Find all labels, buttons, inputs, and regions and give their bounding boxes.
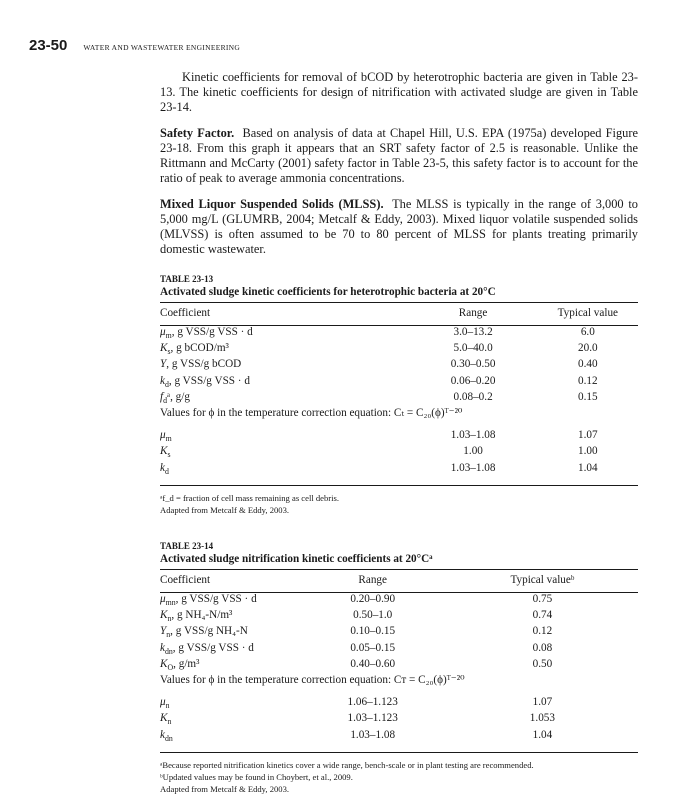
kinetic-table bbox=[160, 569, 638, 753]
coefficient-unit: , g VSS/g VSS · d bbox=[175, 592, 257, 605]
coefficient-cell bbox=[160, 625, 299, 641]
coefficient-unit: , g bCOD/m³ bbox=[170, 342, 229, 355]
phi-table-body bbox=[160, 696, 638, 752]
column-header-typical: Typical value bbox=[538, 303, 638, 326]
range-cell: 1.03–1.08 bbox=[299, 729, 447, 753]
coefficient-cell bbox=[160, 429, 409, 445]
page-header bbox=[29, 37, 240, 54]
typical-value-cell: 1.07 bbox=[578, 429, 598, 442]
range-cell: 3.0–13.2 bbox=[453, 326, 493, 338]
table-row bbox=[160, 609, 638, 625]
column-header-range: Range bbox=[299, 569, 447, 592]
coefficient-symbol: f bbox=[160, 390, 164, 403]
table-footnotes bbox=[160, 759, 638, 795]
range-cell: 1.03–1.08 bbox=[409, 462, 538, 486]
typical-value-cell: 0.50 bbox=[532, 657, 553, 670]
coefficient-unit: ᵃ, g/g bbox=[167, 390, 190, 403]
table-row bbox=[160, 375, 638, 391]
coefficient-cell bbox=[160, 729, 299, 753]
table-source: Adapted from Metcalf & Eddy, 2003. bbox=[160, 783, 290, 794]
safety-factor-text: Based on analysis of data at Chapel Hill, U.S. EPA (1975a) developed Figure 23-18. From this graph it appears that an SRT safety factor of 2.5 is reasonable. Unlike the Rittmann and McCarty (2001) safety factor in Table 23-5, this safety factor is to account for the ratio of peak to average ammonia concentrations. bbox=[160, 126, 638, 185]
range-cell: 1.00 bbox=[463, 445, 483, 458]
typical-value-cell: 1.04 bbox=[447, 729, 638, 753]
table-row bbox=[160, 391, 638, 407]
coefficient-cell bbox=[160, 375, 409, 391]
table-label: TABLE 23-13 bbox=[160, 274, 214, 284]
coefficient-unit: , g VSS/g VSS · d bbox=[168, 374, 250, 387]
phi-table-body bbox=[160, 429, 638, 485]
table-source: Adapted from Metcalf & Eddy, 2003. bbox=[160, 504, 290, 515]
footnote: ᵇUpdated values may be found in Choybert, et al., 2009. bbox=[160, 771, 353, 782]
table-row bbox=[160, 642, 638, 658]
coefficient-symbol: k bbox=[160, 461, 165, 474]
coefficient-symbol: K bbox=[160, 657, 168, 670]
coefficient-symbol: K bbox=[160, 445, 168, 458]
coefficient-cell bbox=[160, 658, 299, 674]
table-row bbox=[160, 445, 638, 461]
range-cell: 0.50–1.0 bbox=[353, 609, 393, 622]
temperature-equation: Values for ϕ in the temperature correction equation: Cₜ = C₂₀(ϕ)ᵀ⁻²⁰ bbox=[160, 407, 463, 420]
coefficient-subscript: d bbox=[163, 396, 168, 406]
coefficient-subscript: n bbox=[166, 630, 171, 640]
temperature-equation-row bbox=[160, 407, 638, 420]
table-23-13 bbox=[160, 273, 638, 516]
range-cell: 1.03–1.123 bbox=[347, 712, 398, 725]
mlss-text: The MLSS is typically in the range of 3,000 to 5,000 mg/L (GLUMRB, 2004; Metcalf & Eddy, 2003). Mixed liquor volatile suspended solids (MLVSS) is often assumed to be 70 to 80 percent of MLSS for plants treating primarily domestic wastewater. bbox=[160, 197, 638, 256]
coefficient-subscript: n bbox=[165, 701, 170, 711]
coefficient-cell bbox=[160, 609, 299, 625]
coefficient-cell bbox=[160, 326, 409, 343]
coefficient-unit: , g NH₄-N/m³ bbox=[171, 609, 233, 622]
safety-factor-heading: Safety Factor. bbox=[160, 126, 235, 140]
intro-paragraph: Kinetic coefficients for removal of bCOD by heterotrophic bacteria are given in Table 23-13. The kinetic coefficients for design of nitrification with activated sludge are given in Table 23-14. bbox=[160, 70, 638, 114]
typical-value-cell: 1.053 bbox=[529, 712, 555, 725]
table-title: Activated sludge kinetic coefficients for heterotrophic bacteria at 20°C bbox=[160, 286, 496, 298]
typical-value-cell: 0.12 bbox=[532, 625, 553, 638]
range-cell: 1.06–1.123 bbox=[347, 696, 398, 709]
coefficient-cell bbox=[160, 642, 299, 658]
coefficient-symbol: k bbox=[160, 374, 165, 387]
coefficient-subscript: n bbox=[167, 717, 172, 727]
coefficient-subscript: s bbox=[167, 450, 171, 460]
coefficient-subscript: dn bbox=[164, 646, 173, 656]
table-label: TABLE 23-14 bbox=[160, 540, 214, 551]
coefficient-cell bbox=[160, 696, 299, 712]
coefficient-subscript: O bbox=[167, 663, 174, 673]
table-row bbox=[160, 592, 638, 609]
coefficient-unit: , g VSS/g bCOD bbox=[166, 358, 242, 371]
mlss-heading: Mixed Liquor Suspended Solids (MLSS). bbox=[160, 197, 384, 211]
table-header-row bbox=[160, 569, 638, 592]
coefficient-symbol: K bbox=[160, 609, 168, 622]
range-cell: 0.10–0.15 bbox=[350, 625, 396, 638]
kinetic-table bbox=[160, 302, 638, 486]
range-cell: 0.05–0.15 bbox=[350, 641, 396, 654]
range-cell: 0.40–0.60 bbox=[350, 657, 396, 670]
coefficient-subscript: d bbox=[164, 379, 169, 389]
typical-value-cell: 6.0 bbox=[580, 326, 595, 338]
typical-value-cell: 0.08 bbox=[532, 641, 553, 654]
coefficient-symbol: Y bbox=[160, 358, 167, 371]
table-body bbox=[160, 592, 638, 674]
page-body bbox=[160, 70, 638, 795]
table-title: Activated sludge nitrification kinetic coefficients at 20°Cᵃ bbox=[160, 552, 433, 565]
table-body bbox=[160, 326, 638, 408]
coefficient-subscript: dn bbox=[164, 733, 173, 743]
coefficient-symbol: μ bbox=[160, 326, 166, 338]
table-row bbox=[160, 342, 638, 358]
range-cell: 0.06–0.20 bbox=[450, 374, 496, 387]
page-number: 23-50 bbox=[29, 37, 68, 54]
range-cell: 5.0–40.0 bbox=[453, 342, 493, 355]
coefficient-unit: , g VSS/g VSS · d bbox=[172, 641, 254, 654]
coefficient-symbol: Y bbox=[160, 625, 167, 638]
coefficient-cell bbox=[160, 712, 299, 728]
temperature-equation: Values for ϕ in the temperature correction equation: Cᴛ = C₂₀(ϕ)ᵀ⁻²⁰ bbox=[160, 674, 465, 687]
coefficient-symbol: μ bbox=[160, 592, 166, 605]
column-header-coefficient: Coefficient bbox=[160, 303, 409, 326]
column-header-coefficient: Coefficient bbox=[160, 569, 299, 592]
range-cell: 0.08–0.2 bbox=[453, 390, 493, 403]
coefficient-cell bbox=[160, 342, 409, 358]
table-row bbox=[160, 729, 638, 753]
coefficient-cell bbox=[160, 358, 409, 374]
coefficient-cell bbox=[160, 462, 409, 486]
coefficient-subscript: s bbox=[167, 347, 171, 357]
typical-value-cell: 1.00 bbox=[578, 445, 598, 458]
typical-value-cell: 0.74 bbox=[532, 609, 553, 622]
table-header-row bbox=[160, 303, 638, 326]
coefficient-subscript: d bbox=[164, 466, 169, 476]
coefficient-unit: , g VSS/g NH₄-N bbox=[170, 625, 248, 638]
running-head: WATER AND WASTEWATER ENGINEERING bbox=[83, 43, 241, 52]
typical-value-cell: 0.75 bbox=[532, 592, 553, 605]
typical-value-cell: 20.0 bbox=[578, 342, 598, 355]
column-header-typical: Typical valueᵇ bbox=[447, 569, 638, 592]
mlss-paragraph bbox=[160, 197, 638, 257]
coefficient-symbol: k bbox=[160, 728, 165, 741]
coefficient-unit: , g VSS/g VSS · d bbox=[171, 326, 253, 338]
coefficient-cell bbox=[160, 445, 409, 461]
table-row bbox=[160, 658, 638, 674]
table-row bbox=[160, 712, 638, 728]
table-row bbox=[160, 358, 638, 374]
footnote: ᵃf_d = fraction of cell mass remaining as cell debris. bbox=[160, 492, 340, 503]
typical-value-cell: 1.07 bbox=[532, 696, 553, 709]
temperature-equation-row bbox=[160, 674, 638, 687]
table-row bbox=[160, 326, 638, 343]
table-footnotes bbox=[160, 492, 638, 516]
table-row bbox=[160, 625, 638, 641]
coefficient-subscript: m bbox=[165, 331, 172, 341]
range-cell: 0.30–0.50 bbox=[450, 358, 496, 371]
coefficient-symbol: k bbox=[160, 641, 165, 654]
coefficient-symbol: μ bbox=[160, 696, 166, 709]
table-row bbox=[160, 696, 638, 712]
typical-value-cell: 1.04 bbox=[538, 462, 638, 486]
typical-value-cell: 0.15 bbox=[578, 390, 598, 403]
typical-value-cell: 0.12 bbox=[578, 374, 598, 387]
table-23-14 bbox=[160, 540, 638, 795]
table-row bbox=[160, 429, 638, 445]
coefficient-subscript: n bbox=[167, 614, 172, 624]
table-row bbox=[160, 462, 638, 486]
typical-value-cell: 0.40 bbox=[578, 358, 598, 371]
range-cell: 0.20–0.90 bbox=[350, 592, 396, 605]
coefficient-subscript: mn bbox=[165, 598, 176, 608]
column-header-range: Range bbox=[409, 303, 538, 326]
coefficient-subscript: m bbox=[165, 434, 172, 444]
coefficient-cell bbox=[160, 592, 299, 609]
footnote: ᵃBecause reported nitrification kinetics cover a wide range, bench-scale or in plant testing are recommended. bbox=[160, 759, 534, 770]
range-cell: 1.03–1.08 bbox=[450, 429, 496, 442]
coefficient-symbol: K bbox=[160, 712, 168, 725]
coefficient-cell bbox=[160, 391, 409, 407]
coefficient-symbol: μ bbox=[160, 429, 166, 442]
coefficient-symbol: K bbox=[160, 342, 168, 355]
safety-factor-paragraph bbox=[160, 126, 638, 186]
coefficient-unit: , g/m³ bbox=[173, 657, 200, 670]
